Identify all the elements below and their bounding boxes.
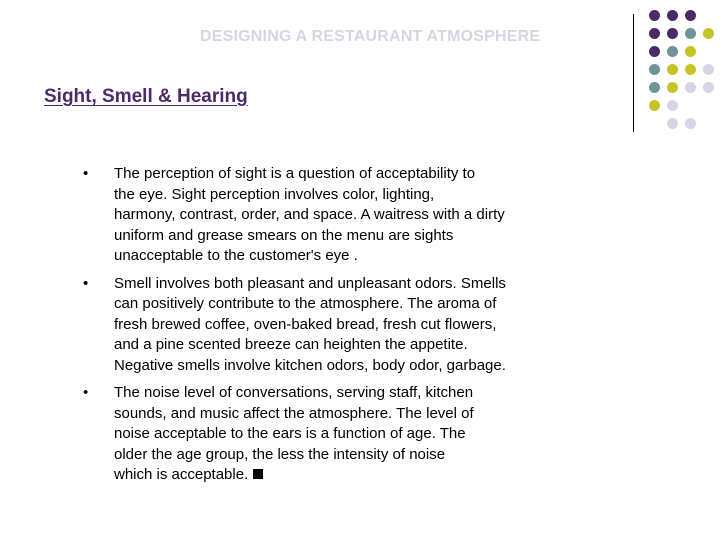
dot-purple (667, 10, 678, 21)
dot-lavender (667, 118, 678, 129)
dot-yellow (685, 64, 696, 75)
bullet-line-text: which is acceptable. (114, 466, 249, 483)
bullet-hearing (80, 383, 600, 486)
bullet-smell (80, 274, 600, 377)
dot-lavender (685, 82, 696, 93)
bullet-line: Negative smells involve kitchen odors, body odor, garbage. (114, 356, 506, 374)
dot-teal (667, 46, 678, 57)
bullet-line: The noise level of conversations, serving staff, kitchen (114, 384, 474, 401)
dot-lavender (685, 118, 696, 129)
bullet-line: Smell involves both pleasant and unpleasant odors. Smells (114, 274, 506, 292)
slide-title: Sight, Smell & Hearing (44, 86, 248, 107)
bullet-last-line (114, 465, 600, 486)
dot-purple (667, 28, 678, 39)
dot-teal (685, 28, 696, 39)
dot-teal (649, 82, 660, 93)
dot-yellow (703, 28, 714, 39)
dot-lavender (703, 64, 714, 75)
bullet-line: sounds, and music affect the atmosphere. The level of (114, 404, 474, 422)
dot-yellow (667, 82, 678, 93)
bullet-line: unacceptable to the customer's eye . (114, 247, 358, 264)
bullet-icon: • (83, 384, 89, 401)
dot-yellow (667, 64, 678, 75)
dot-teal (649, 64, 660, 75)
bullet-line: and a pine scented breeze can heighten the appetite. (114, 336, 468, 353)
dot-purple (685, 10, 696, 21)
bullet-line: noise acceptable to the ears is a function of age. The (114, 425, 466, 442)
dot-purple (649, 46, 660, 57)
dot-purple (649, 10, 660, 21)
bullet-line: fresh brewed coffee, oven-baked bread, fresh cut flowers, (114, 315, 497, 333)
header-title: DESIGNING A RESTAURANT ATMOSPHERE (200, 28, 541, 45)
dot-lavender (667, 100, 678, 111)
bullet-line: harmony, contrast, order, and space. A waitress with a dirty (114, 206, 505, 223)
dot-yellow (685, 46, 696, 57)
bullet-line: The perception of sight is a question of acceptability to (114, 165, 476, 182)
dot-purple (649, 28, 660, 39)
bullet-line: older the age group, the less the intensity of noise (114, 445, 446, 463)
end-square-icon (253, 469, 263, 479)
bullet-icon: • (83, 274, 89, 292)
dot-yellow (649, 100, 660, 111)
dot-lavender (703, 82, 714, 93)
bullet-sight (80, 164, 600, 267)
bullet-line: uniform and grease smears on the menu are sights (114, 226, 454, 244)
bullet-line: the eye. Sight perception involves color, lighting, (114, 185, 435, 203)
decorative-dot-grid (0, 0, 728, 140)
bullet-list (80, 164, 600, 493)
bullet-line: can positively contribute to the atmosphere. The aroma of (114, 295, 497, 312)
bullet-icon: • (83, 165, 89, 182)
